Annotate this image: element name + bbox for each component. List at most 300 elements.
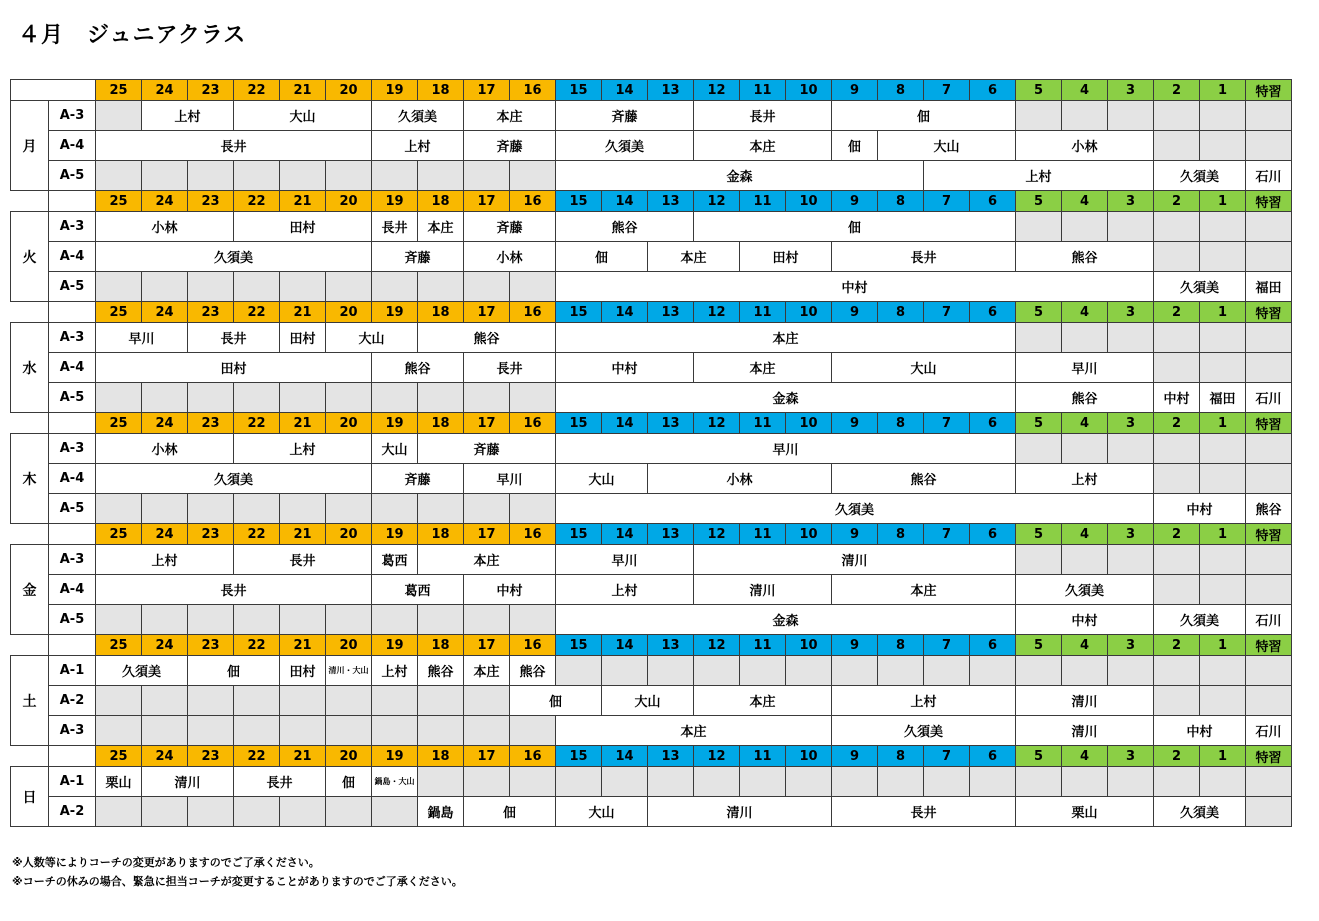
number-header-cell: 9 xyxy=(832,80,878,101)
empty-slot xyxy=(1016,323,1062,353)
number-header-cell: 7 xyxy=(924,413,970,434)
number-header-cell: 10 xyxy=(786,413,832,434)
empty-slot xyxy=(188,797,234,827)
number-header-cell: 6 xyxy=(970,746,1016,767)
number-header-cell: 10 xyxy=(786,635,832,656)
number-header-cell: 4 xyxy=(1062,524,1108,545)
number-header-cell: 1 xyxy=(1200,746,1246,767)
number-header-cell: 15 xyxy=(556,635,602,656)
number-header-cell: 15 xyxy=(556,746,602,767)
coach-cell: 清川 xyxy=(1016,716,1154,746)
empty-slot xyxy=(510,767,556,797)
page-title: ４月 ジュニアクラス xyxy=(18,23,247,48)
day-label: 火 xyxy=(11,212,49,302)
number-header-cell: 11 xyxy=(740,191,786,212)
empty-slot xyxy=(1246,464,1292,494)
coach-cell: 上村 xyxy=(832,686,1016,716)
class-label: A-4 xyxy=(49,353,96,383)
number-header-cell: 24 xyxy=(142,635,188,656)
number-header-cell: 23 xyxy=(188,524,234,545)
coach-cell: 中村 xyxy=(1154,383,1200,413)
number-header-row xyxy=(11,302,1292,323)
number-header-cell: 9 xyxy=(832,413,878,434)
empty-slot xyxy=(188,494,234,524)
day-label: 日 xyxy=(11,767,49,827)
empty-slot xyxy=(694,767,740,797)
empty-slot xyxy=(418,494,464,524)
number-header-cell: 1 xyxy=(1200,635,1246,656)
empty-slot xyxy=(280,686,326,716)
coach-cell: 本庄 xyxy=(556,716,832,746)
coach-cell: 長井 xyxy=(188,323,280,353)
class-label: A-1 xyxy=(49,767,96,797)
coach-cell: 中村 xyxy=(1016,605,1154,635)
empty-slot xyxy=(1108,434,1154,464)
empty-slot xyxy=(970,656,1016,686)
coach-cell: 金森 xyxy=(556,605,1016,635)
class-row xyxy=(11,242,1292,272)
empty-slot xyxy=(96,101,142,131)
coach-cell: 上村 xyxy=(96,545,234,575)
coach-cell: 本庄 xyxy=(694,686,832,716)
coach-cell: 田村 xyxy=(280,656,326,686)
number-header-cell: 9 xyxy=(832,191,878,212)
number-header-cell: 21 xyxy=(280,191,326,212)
empty-slot xyxy=(372,272,418,302)
header-gap xyxy=(11,413,49,434)
coach-cell: 熊谷 xyxy=(1246,494,1292,524)
empty-slot xyxy=(96,383,142,413)
number-header-cell: 14 xyxy=(602,524,648,545)
number-header-cell: 特習 xyxy=(1246,746,1292,767)
empty-slot xyxy=(188,686,234,716)
coach-cell: 石川 xyxy=(1246,161,1292,191)
empty-slot xyxy=(832,767,878,797)
header-gap xyxy=(49,746,96,767)
number-header-row xyxy=(11,413,1292,434)
empty-slot xyxy=(372,494,418,524)
coach-cell: 栗山 xyxy=(1016,797,1154,827)
empty-slot xyxy=(1108,656,1154,686)
number-header-cell: 19 xyxy=(372,635,418,656)
empty-slot xyxy=(1154,575,1200,605)
number-header-cell: 18 xyxy=(418,80,464,101)
class-label: A-3 xyxy=(49,212,96,242)
number-header-cell: 10 xyxy=(786,80,832,101)
empty-slot xyxy=(188,272,234,302)
empty-slot xyxy=(1062,212,1108,242)
number-header-cell: 1 xyxy=(1200,302,1246,323)
number-header-cell: 16 xyxy=(510,746,556,767)
class-label: A-2 xyxy=(49,686,96,716)
empty-slot xyxy=(1200,434,1246,464)
empty-slot xyxy=(924,767,970,797)
number-header-cell: 13 xyxy=(648,524,694,545)
coach-cell: 金森 xyxy=(556,161,924,191)
empty-slot xyxy=(878,767,924,797)
empty-slot xyxy=(1200,575,1246,605)
number-header-cell: 15 xyxy=(556,413,602,434)
empty-slot xyxy=(1246,101,1292,131)
empty-slot xyxy=(418,686,464,716)
empty-slot xyxy=(142,494,188,524)
coach-cell: 小林 xyxy=(648,464,832,494)
empty-slot xyxy=(1246,797,1292,827)
number-header-cell: 9 xyxy=(832,746,878,767)
class-label: A-3 xyxy=(49,434,96,464)
empty-slot xyxy=(464,716,510,746)
empty-slot xyxy=(1062,434,1108,464)
coach-cell: 早川 xyxy=(464,464,556,494)
empty-slot xyxy=(326,797,372,827)
number-header-cell: 25 xyxy=(96,191,142,212)
empty-slot xyxy=(1154,686,1200,716)
number-header-cell: 7 xyxy=(924,302,970,323)
empty-slot xyxy=(464,161,510,191)
coach-cell: 田村 xyxy=(740,242,832,272)
number-header-cell: 22 xyxy=(234,413,280,434)
coach-cell: 石川 xyxy=(1246,716,1292,746)
coach-cell: 久須美 xyxy=(556,494,1154,524)
number-header-cell: 23 xyxy=(188,191,234,212)
coach-cell: 久須美 xyxy=(1154,797,1246,827)
coach-cell: 清川・大山 xyxy=(326,656,372,686)
number-header-cell: 11 xyxy=(740,302,786,323)
coach-cell: 本庄 xyxy=(418,545,556,575)
coach-cell: 小林 xyxy=(96,212,234,242)
empty-slot xyxy=(96,686,142,716)
empty-slot xyxy=(234,161,280,191)
empty-slot xyxy=(280,272,326,302)
coach-cell: 石川 xyxy=(1246,605,1292,635)
coach-cell: 久須美 xyxy=(832,716,1016,746)
class-row xyxy=(11,323,1292,353)
number-header-cell: 15 xyxy=(556,302,602,323)
number-header-cell: 3 xyxy=(1108,191,1154,212)
empty-slot xyxy=(1200,101,1246,131)
empty-slot xyxy=(418,161,464,191)
empty-slot xyxy=(1154,434,1200,464)
coach-cell: 長井 xyxy=(372,212,418,242)
coach-cell: 大山 xyxy=(602,686,694,716)
empty-slot xyxy=(786,767,832,797)
coach-cell: 中村 xyxy=(556,272,1154,302)
empty-slot xyxy=(326,686,372,716)
coach-cell: 金森 xyxy=(556,383,1016,413)
number-header-cell: 4 xyxy=(1062,80,1108,101)
number-header-cell: 20 xyxy=(326,80,372,101)
coach-cell: 本庄 xyxy=(648,242,740,272)
empty-slot xyxy=(280,797,326,827)
coach-cell: 上村 xyxy=(372,131,464,161)
class-label: A-3 xyxy=(49,716,96,746)
coach-cell: 久須美 xyxy=(1154,272,1246,302)
empty-slot xyxy=(1246,545,1292,575)
number-header-cell: 4 xyxy=(1062,302,1108,323)
empty-slot xyxy=(280,494,326,524)
empty-slot xyxy=(280,716,326,746)
coach-cell: 熊谷 xyxy=(418,656,464,686)
number-header-cell: 1 xyxy=(1200,413,1246,434)
coach-cell: 上村 xyxy=(1016,464,1154,494)
number-header-cell: 8 xyxy=(878,524,924,545)
empty-slot xyxy=(556,767,602,797)
number-header-cell: 10 xyxy=(786,191,832,212)
number-header-cell: 8 xyxy=(878,413,924,434)
number-header-cell: 18 xyxy=(418,413,464,434)
number-header-cell: 6 xyxy=(970,80,1016,101)
class-label: A-4 xyxy=(49,242,96,272)
number-header-cell: 25 xyxy=(96,746,142,767)
coach-cell: 上村 xyxy=(556,575,694,605)
coach-cell: 久須美 xyxy=(96,242,372,272)
coach-cell: 栗山 xyxy=(96,767,142,797)
empty-slot xyxy=(142,716,188,746)
number-header-cell: 25 xyxy=(96,635,142,656)
coach-cell: 清川 xyxy=(648,797,832,827)
class-row xyxy=(11,101,1292,131)
coach-cell: 熊谷 xyxy=(510,656,556,686)
empty-slot xyxy=(1016,545,1062,575)
class-row xyxy=(11,131,1292,161)
number-header-cell: 12 xyxy=(694,524,740,545)
coach-cell: 佃 xyxy=(326,767,372,797)
day-label: 木 xyxy=(11,434,49,524)
number-header-cell: 20 xyxy=(326,746,372,767)
header-gap xyxy=(11,635,49,656)
number-header-row xyxy=(11,635,1292,656)
empty-slot xyxy=(418,605,464,635)
empty-slot xyxy=(694,656,740,686)
number-header-cell: 7 xyxy=(924,746,970,767)
number-header-row xyxy=(11,746,1292,767)
coach-cell: 熊谷 xyxy=(832,464,1016,494)
number-header-cell: 2 xyxy=(1154,191,1200,212)
coach-cell: 早川 xyxy=(556,545,694,575)
number-header-row xyxy=(11,524,1292,545)
coach-cell: 清川 xyxy=(694,575,832,605)
number-header-cell: 14 xyxy=(602,191,648,212)
coach-cell: 本庄 xyxy=(556,323,1016,353)
header-gap xyxy=(49,635,96,656)
empty-slot xyxy=(142,605,188,635)
number-header-row xyxy=(11,80,1292,101)
number-header-row xyxy=(11,191,1292,212)
empty-slot xyxy=(326,494,372,524)
empty-slot xyxy=(142,797,188,827)
empty-slot xyxy=(96,272,142,302)
empty-slot xyxy=(1016,656,1062,686)
number-header-cell: 15 xyxy=(556,524,602,545)
empty-slot xyxy=(418,767,464,797)
empty-slot xyxy=(602,656,648,686)
number-header-cell: 16 xyxy=(510,524,556,545)
empty-slot xyxy=(464,494,510,524)
number-header-cell: 22 xyxy=(234,80,280,101)
empty-slot xyxy=(142,383,188,413)
number-header-cell: 4 xyxy=(1062,191,1108,212)
number-header-cell: 8 xyxy=(878,746,924,767)
coach-cell: 田村 xyxy=(234,212,372,242)
empty-slot xyxy=(234,716,280,746)
coach-cell: 中村 xyxy=(464,575,556,605)
number-header-cell: 1 xyxy=(1200,80,1246,101)
class-row xyxy=(11,767,1292,797)
empty-slot xyxy=(1154,545,1200,575)
number-header-cell: 12 xyxy=(694,80,740,101)
empty-slot xyxy=(1200,353,1246,383)
header-gap xyxy=(11,302,49,323)
coach-cell: 斉藤 xyxy=(464,212,556,242)
notes xyxy=(12,853,463,891)
coach-cell: 佃 xyxy=(694,212,1016,242)
empty-slot xyxy=(1108,545,1154,575)
number-header-cell: 17 xyxy=(464,635,510,656)
number-header-cell: 特習 xyxy=(1246,413,1292,434)
number-header-cell: 22 xyxy=(234,302,280,323)
coach-cell: 佃 xyxy=(556,242,648,272)
number-header-cell: 1 xyxy=(1200,191,1246,212)
number-header-cell: 24 xyxy=(142,80,188,101)
day-label: 水 xyxy=(11,323,49,413)
class-label: A-5 xyxy=(49,494,96,524)
empty-slot xyxy=(1246,131,1292,161)
empty-slot xyxy=(280,605,326,635)
empty-slot xyxy=(234,797,280,827)
empty-slot xyxy=(1246,575,1292,605)
coach-cell: 久須美 xyxy=(1154,161,1246,191)
coach-cell: 長井 xyxy=(96,131,372,161)
empty-slot xyxy=(510,383,556,413)
coach-cell: 熊谷 xyxy=(1016,242,1154,272)
coach-cell: 熊谷 xyxy=(556,212,694,242)
number-header-cell: 21 xyxy=(280,413,326,434)
number-header-cell: 9 xyxy=(832,302,878,323)
number-header-cell: 11 xyxy=(740,80,786,101)
number-header-cell: 18 xyxy=(418,635,464,656)
empty-slot xyxy=(648,767,694,797)
number-header-cell: 22 xyxy=(234,191,280,212)
empty-slot xyxy=(1200,686,1246,716)
coach-cell: 大山 xyxy=(326,323,418,353)
empty-slot xyxy=(1016,212,1062,242)
empty-slot xyxy=(1154,242,1200,272)
number-header-cell: 2 xyxy=(1154,302,1200,323)
number-header-cell: 3 xyxy=(1108,302,1154,323)
empty-slot xyxy=(188,161,234,191)
empty-slot xyxy=(188,716,234,746)
coach-cell: 鍋島・大山 xyxy=(372,767,418,797)
number-header-cell: 23 xyxy=(188,746,234,767)
number-header-cell: 23 xyxy=(188,80,234,101)
empty-slot xyxy=(1246,434,1292,464)
empty-slot xyxy=(1108,212,1154,242)
empty-slot xyxy=(372,686,418,716)
number-header-cell: 14 xyxy=(602,80,648,101)
number-header-cell: 23 xyxy=(188,635,234,656)
number-header-cell: 12 xyxy=(694,413,740,434)
class-label: A-3 xyxy=(49,545,96,575)
number-header-cell: 14 xyxy=(602,302,648,323)
coach-cell: 斉藤 xyxy=(556,101,694,131)
class-label: A-3 xyxy=(49,101,96,131)
coach-cell: 斉藤 xyxy=(372,464,464,494)
number-header-cell: 21 xyxy=(280,302,326,323)
empty-slot xyxy=(188,605,234,635)
number-header-cell: 6 xyxy=(970,524,1016,545)
number-header-cell: 25 xyxy=(96,524,142,545)
number-header-cell: 16 xyxy=(510,191,556,212)
empty-slot xyxy=(510,272,556,302)
empty-slot xyxy=(1108,323,1154,353)
coach-cell: 大山 xyxy=(878,131,1016,161)
empty-slot xyxy=(786,656,832,686)
coach-cell: 本庄 xyxy=(694,353,832,383)
class-row xyxy=(11,716,1292,746)
empty-slot xyxy=(740,656,786,686)
header-gap xyxy=(49,413,96,434)
class-row xyxy=(11,212,1292,242)
number-header-cell: 11 xyxy=(740,635,786,656)
empty-slot xyxy=(1246,212,1292,242)
coach-cell: 長井 xyxy=(234,767,326,797)
number-header-cell: 2 xyxy=(1154,80,1200,101)
number-header-cell: 16 xyxy=(510,80,556,101)
header-gap xyxy=(49,524,96,545)
number-header-cell: 25 xyxy=(96,413,142,434)
number-header-cell: 18 xyxy=(418,524,464,545)
number-header-cell: 24 xyxy=(142,746,188,767)
number-header-cell: 特習 xyxy=(1246,80,1292,101)
coach-cell: 福田 xyxy=(1246,272,1292,302)
coach-cell: 本庄 xyxy=(464,656,510,686)
empty-slot xyxy=(1246,353,1292,383)
coach-cell: 大山 xyxy=(556,797,648,827)
number-header-cell: 10 xyxy=(786,302,832,323)
empty-slot xyxy=(142,272,188,302)
empty-slot xyxy=(1062,323,1108,353)
empty-slot xyxy=(372,797,418,827)
class-row xyxy=(11,383,1292,413)
empty-slot xyxy=(1246,767,1292,797)
number-header-cell: 20 xyxy=(326,524,372,545)
empty-slot xyxy=(1108,101,1154,131)
number-header-cell: 14 xyxy=(602,635,648,656)
number-header-cell: 12 xyxy=(694,746,740,767)
empty-slot xyxy=(1154,323,1200,353)
coach-cell: 佃 xyxy=(188,656,280,686)
empty-slot xyxy=(1246,323,1292,353)
number-header-cell: 24 xyxy=(142,413,188,434)
empty-slot xyxy=(1200,131,1246,161)
coach-cell: 中村 xyxy=(1154,716,1246,746)
class-row xyxy=(11,434,1292,464)
number-header-cell: 14 xyxy=(602,746,648,767)
header-gap xyxy=(49,302,96,323)
class-label: A-3 xyxy=(49,323,96,353)
coach-cell: 長井 xyxy=(464,353,556,383)
number-header-cell: 19 xyxy=(372,191,418,212)
coach-cell: 佃 xyxy=(832,101,1016,131)
number-header-cell: 6 xyxy=(970,302,1016,323)
number-header-cell: 17 xyxy=(464,191,510,212)
day-label: 土 xyxy=(11,656,49,746)
empty-slot xyxy=(326,605,372,635)
empty-slot xyxy=(970,767,1016,797)
coach-cell: 長井 xyxy=(234,545,372,575)
empty-slot xyxy=(234,686,280,716)
empty-slot xyxy=(96,605,142,635)
